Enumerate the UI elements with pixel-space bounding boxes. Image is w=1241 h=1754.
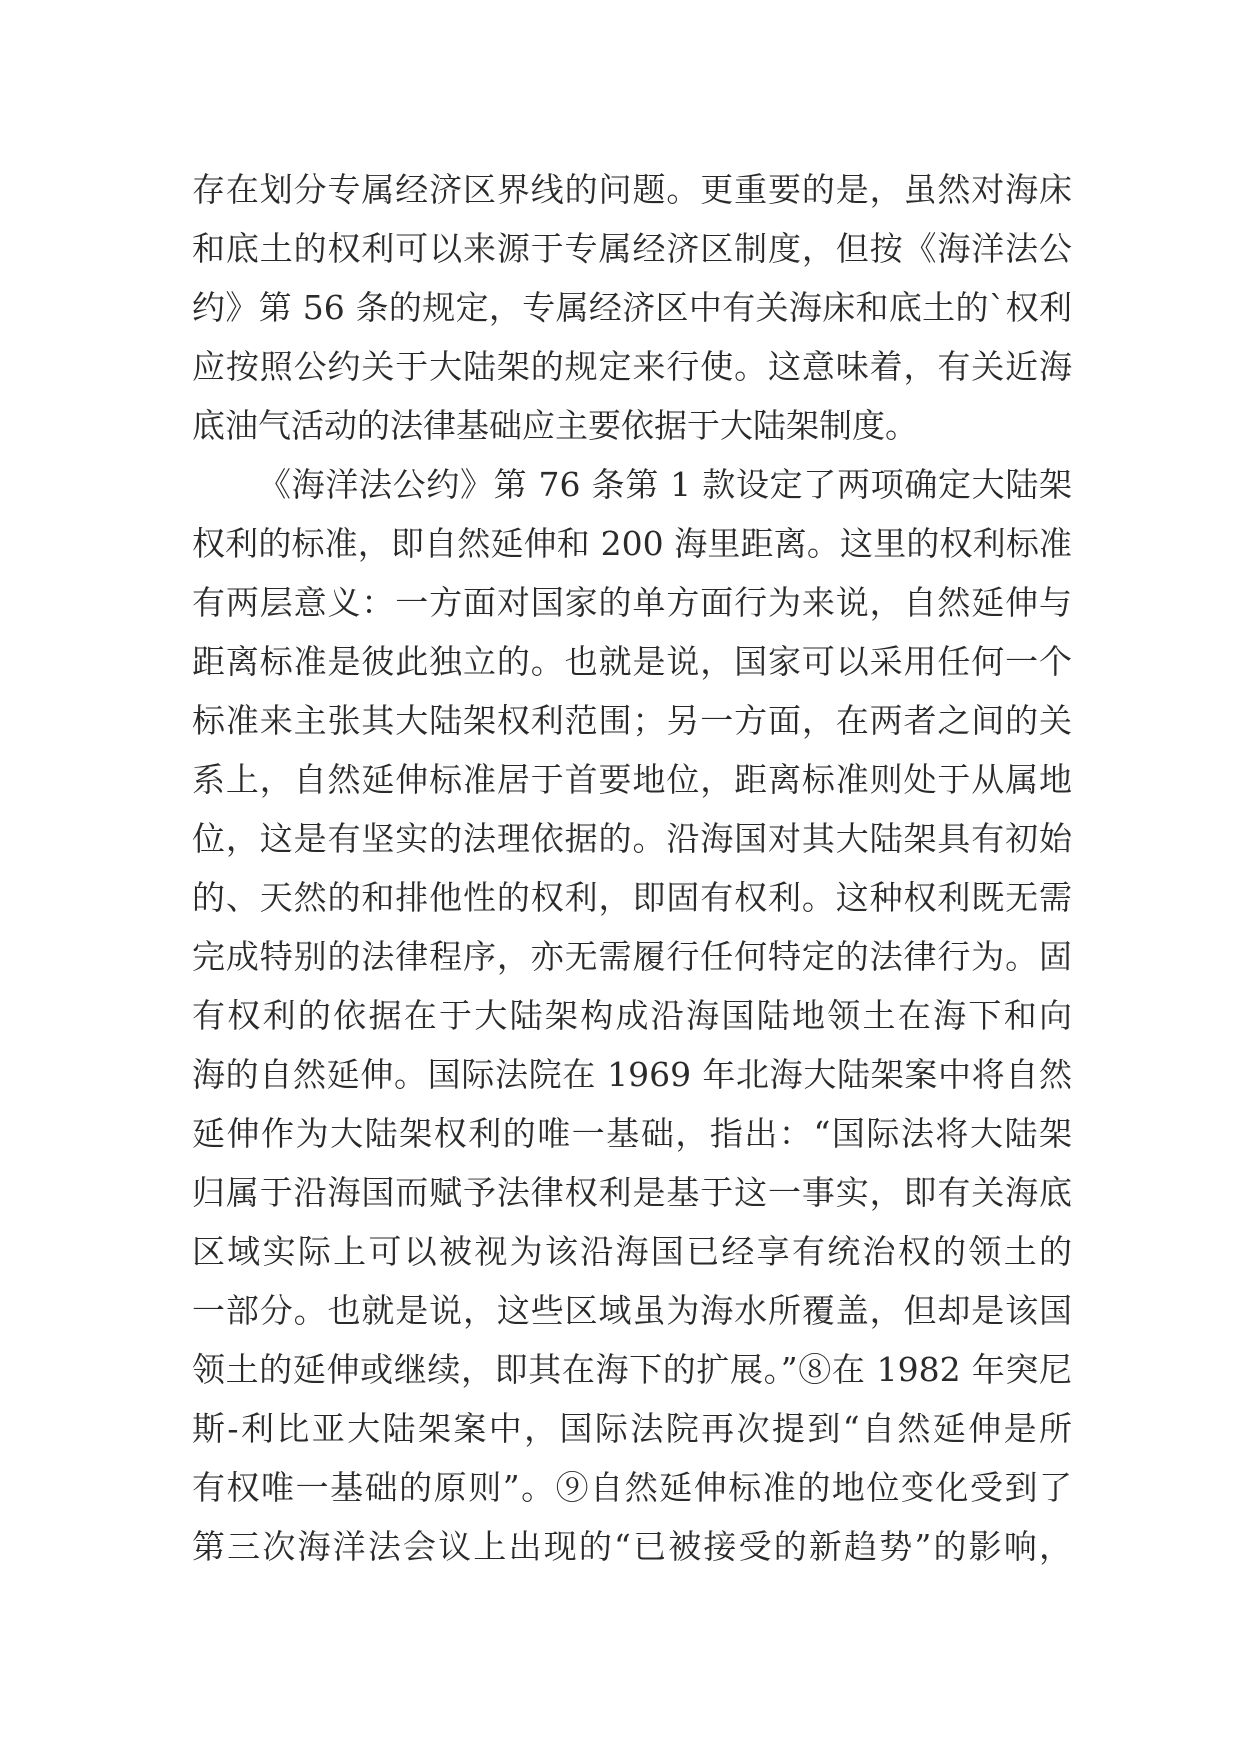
text-line: 距离标准是彼此独立的。也就是说，国家可以采用任何一个 (192, 642, 1072, 681)
text-line: 权利的标准，即自然延伸和 200 海里距离。这里的权利标准 (192, 524, 1072, 563)
text-line: 斯-利比亚大陆架案中，国际法院再次提到“自然延伸是所 (192, 1409, 1072, 1448)
text-line: 位，这是有坚实的法理依据的。沿海国对其大陆架具有初始 (192, 819, 1072, 858)
text-line: 有两层意义：一方面对国家的单方面行为来说，自然延伸与 (192, 583, 1072, 622)
text-line: 存在划分专属经济区界线的问题。更重要的是，虽然对海床 (192, 170, 1072, 209)
body-text (192, 160, 1072, 1576)
paragraph-first-line: 《海洋法公约》第 76 条第 1 款设定了两项确定大陆架 (258, 465, 1072, 504)
text-line: 归属于沿海国而赋予法律权利是基于这一事实，即有关海底 (192, 1173, 1072, 1212)
text-line: 约》第 56 条的规定，专属经济区中有关海床和底土的`权利 (192, 288, 1072, 327)
text-line: 完成特别的法律程序，亦无需履行任何特定的法律行为。固 (192, 937, 1072, 976)
text-line: 有权利的依据在于大陆架构成沿海国陆地领土在海下和向 (192, 996, 1072, 1035)
text-line: 标准来主张其大陆架权利范围；另一方面，在两者之间的关 (192, 701, 1072, 740)
text-line: 延伸作为大陆架权利的唯一基础，指出：“国际法将大陆架 (192, 1114, 1072, 1153)
text-line: 底油气活动的法律基础应主要依据于大陆架制度。 (192, 406, 918, 445)
text-line: 一部分。也就是说，这些区域虽为海水所覆盖，但却是该国 (192, 1291, 1072, 1330)
text-line: 海的自然延伸。国际法院在 1969 年北海大陆架案中将自然 (192, 1055, 1072, 1094)
text-line: 的、天然的和排他性的权利，即固有权利。这种权利既无需 (192, 878, 1072, 917)
text-line: 应按照公约关于大陆架的规定来行使。这意味着，有关近海 (192, 347, 1072, 386)
text-line: 领土的延伸或继续，即其在海下的扩展。”⑧在 1982 年突尼 (192, 1350, 1072, 1389)
text-line: 系上，自然延伸标准居于首要地位，距离标准则处于从属地 (192, 760, 1072, 799)
text-line: 第三次海洋法会议上出现的“已被接受的新趋势”的影响， (192, 1527, 1072, 1566)
text-line: 区域实际上可以被视为该沿海国已经享有统治权的领土的 (192, 1232, 1072, 1271)
text-line: 有权唯一基础的原则”。⑨自然延伸标准的地位变化受到了 (192, 1468, 1072, 1507)
text-line: 和底土的权利可以来源于专属经济区制度，但按《海洋法公 (192, 229, 1072, 268)
